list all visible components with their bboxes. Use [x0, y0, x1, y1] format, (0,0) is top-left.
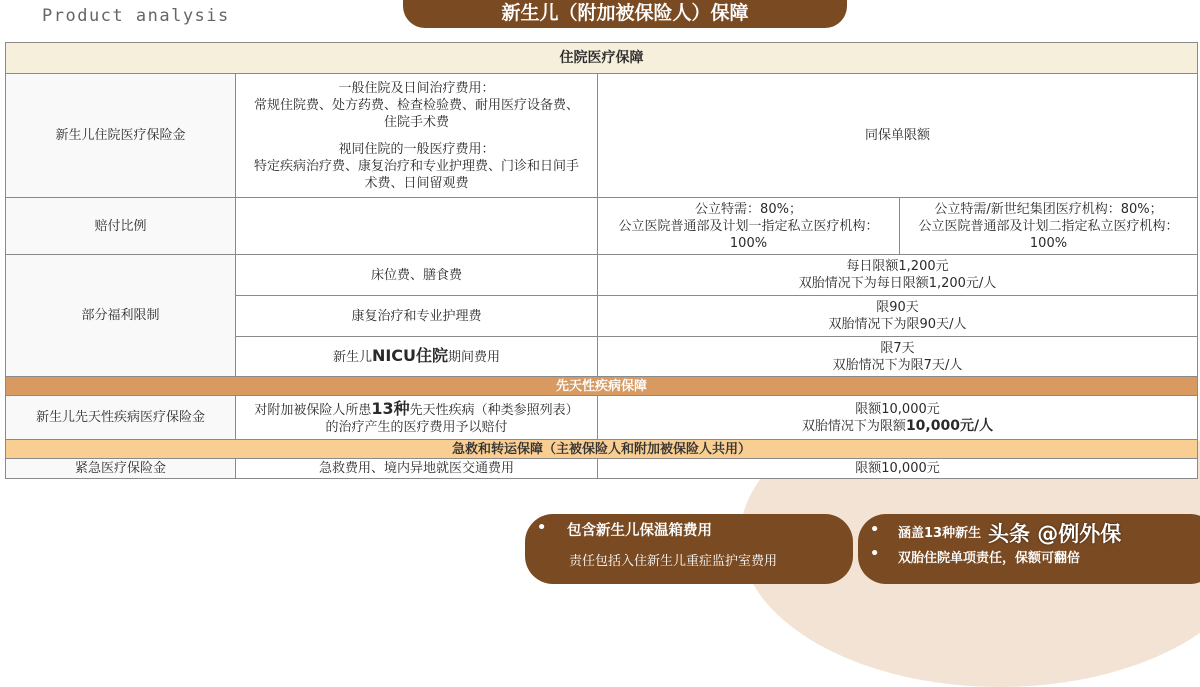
section-header-congenital: [6, 377, 1198, 396]
limit-item-bold: NICU住院: [371, 346, 449, 365]
row-value: 限额10,000元: [598, 459, 1198, 479]
header-label: Product analysis: [42, 6, 230, 26]
row-description: [236, 396, 598, 440]
desc-line: 视同住院的一般医疗费用：: [338, 141, 495, 157]
desc-prefix: 对附加被保险人所患: [254, 402, 372, 418]
highlight-title: 包含新生儿保温箱费用: [567, 523, 712, 539]
section-header-emergency: [6, 440, 1198, 459]
table-row-inpatient-benefit: [6, 74, 1198, 198]
limit-line: 每日限额1,200元: [846, 259, 949, 274]
table-row-limit: [6, 255, 1198, 296]
desc-bold: 13种: [371, 398, 410, 418]
table-row-congenital: [6, 396, 1198, 440]
limit-item: 床位费、膳食费: [236, 255, 598, 296]
limit-line: 限90天: [876, 300, 919, 315]
limit-line: 限7天: [880, 340, 915, 356]
limit-value: [598, 296, 1198, 337]
limit-line: 双胎情况下为限90天/人: [828, 317, 967, 332]
desc-line: 的治疗产生的医疗费用予以赔付: [325, 419, 508, 435]
row-label: 紧急医疗保险金: [6, 459, 236, 479]
row-label: 部分福利限制: [6, 255, 236, 377]
bullet-icon: •: [870, 522, 880, 538]
desc-line: 一般住院及日间治疗费用：: [338, 80, 495, 96]
page-title: 新生儿（附加被保险人）保障: [403, 0, 847, 28]
section-title: 住院医疗保障: [6, 43, 1198, 74]
desc-line: 术费、日间留观费: [364, 175, 469, 191]
limit-value: [598, 337, 1198, 377]
row-label: 新生儿先天性疾病医疗保险金: [6, 396, 236, 440]
ratio-line: 100%: [1029, 235, 1068, 251]
limit-line: 双胎情况下为每日限额1,200元/人: [798, 276, 997, 291]
limit-item-suffix: 期间费用: [448, 350, 501, 365]
ratio-line: 公立特需/新世纪集团医疗机构：80%；: [934, 201, 1163, 217]
benefit-table: [5, 42, 1198, 479]
value-prefix: 双胎情况下为限额: [801, 418, 906, 434]
limit-item-prefix: 新生儿: [332, 350, 372, 365]
bullet-icon: •: [870, 546, 880, 562]
row-label: 赔付比例: [6, 198, 236, 255]
ratio-plan-2: [900, 198, 1198, 255]
table-row-emergency: [6, 459, 1198, 479]
ratio-line: 公立医院普通部及计划二指定私立医疗机构：: [918, 218, 1179, 234]
limit-item: [236, 337, 598, 377]
ratio-line: 公立医院普通部及计划一指定私立医疗机构：: [618, 218, 879, 234]
desc-line: 常规住院费、处方药费、检查检验费、耐用医疗设备费、: [253, 97, 579, 113]
limit-line: 双胎情况下为限7天/人: [832, 357, 963, 373]
highlight-subtitle: 责任包括入住新生儿重症监护室费用: [569, 554, 778, 569]
desc-suffix: 先天性疾病（种类参照列表）: [409, 402, 579, 418]
row-description-empty: [236, 198, 598, 255]
row-label: 新生儿住院医疗保险金: [6, 74, 236, 198]
desc-line: 住院手术费: [383, 114, 449, 130]
limit-item: 康复治疗和专业护理费: [236, 296, 598, 337]
section-title: 急救和转运保障（主被保险人和附加被保险人共用）: [6, 440, 1198, 459]
row-value: 同保单限额: [598, 74, 1198, 198]
ratio-plan-1: [598, 198, 900, 255]
section-header-inpatient: [6, 43, 1198, 74]
bullet-icon: •: [537, 520, 547, 536]
row-description: 急救费用、境内异地就医交通费用: [236, 459, 598, 479]
ratio-line: 公立特需：80%；: [695, 201, 802, 217]
row-value: [598, 396, 1198, 440]
table-row-ratio: [6, 198, 1198, 255]
highlight-pill-incubator: [525, 514, 853, 584]
limit-value: [598, 255, 1198, 296]
watermark-text: 头条 @例外保: [988, 522, 1122, 546]
section-title: 先天性疾病保障: [6, 377, 1198, 396]
row-description: [236, 74, 598, 198]
ratio-line: 100%: [729, 235, 768, 251]
highlight-line: 涵盖13种新生: [898, 526, 982, 541]
highlight-line: 双胎住院单项责任，保额可翻倍: [898, 551, 1081, 566]
desc-line: 特定疾病治疗费、康复治疗和专业护理费、门诊和日间手: [253, 158, 579, 174]
value-bold: 10,000元/人: [905, 417, 994, 434]
value-line: 限额10,000元: [855, 401, 940, 417]
